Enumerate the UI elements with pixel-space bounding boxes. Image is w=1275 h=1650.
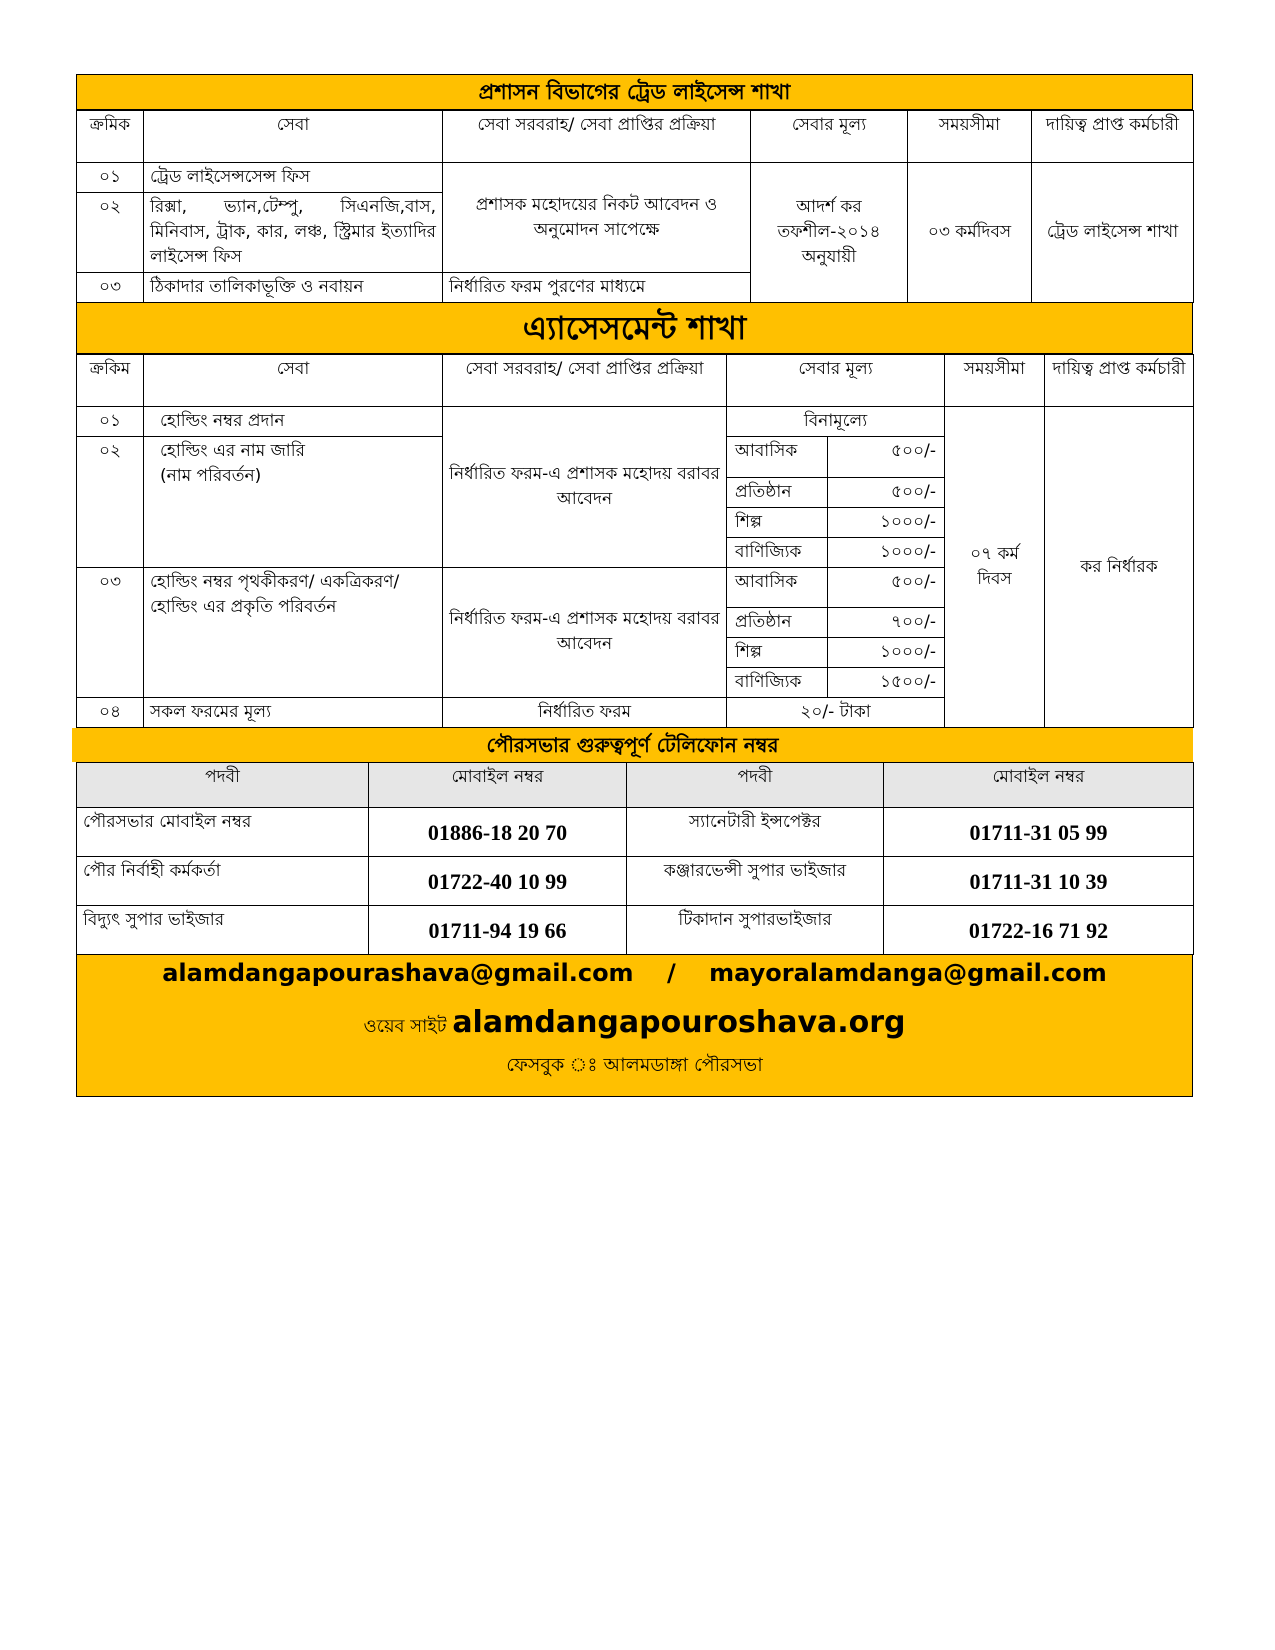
fee-cell: [727, 437, 945, 568]
fee-amount: ৫০০/-: [827, 568, 944, 608]
col-officer: দায়িত্ব প্রাপ্ত কর্মচারী: [1032, 111, 1194, 163]
price: বিনামূল্যে: [727, 407, 945, 437]
email-link[interactable]: alamdangapourashava@gmail.com: [162, 959, 634, 987]
col-price: সেবার মূল্য: [727, 355, 945, 407]
separator: /: [666, 959, 676, 987]
phone-number: 01722-16 71 92: [884, 906, 1194, 955]
serial: ০৪: [77, 698, 144, 728]
fee-amount: ৫০০/-: [827, 477, 944, 507]
col-time: সময়সীমা: [908, 111, 1032, 163]
phone-number: 01722-40 10 99: [369, 857, 627, 906]
process: নির্ধারিত ফরম: [443, 698, 727, 728]
fee-row: [727, 437, 944, 477]
fee-type: আবাসিক: [727, 568, 827, 608]
service: হোল্ডিং নম্বর পৃথকীকরণ/ একত্রিকরণ/ হোল্ডিং এর প্রকৃতি পরিবর্তন: [144, 567, 443, 698]
process: নির্ধারিত ফরম পুরণের মাধ্যমে: [443, 273, 751, 303]
trade-section-title: প্রশাসন বিভাগের ট্রেড লাইসেন্স শাখা: [76, 74, 1193, 110]
fee-row: [727, 537, 944, 567]
service: সকল ফরমের মূল্য: [144, 698, 443, 728]
col-process: সেবা সরবরাহ/ সেবা প্রাপ্তির প্রক্রিয়া: [443, 111, 751, 163]
designation: পৌরসভার মোবাইল নম্বর: [77, 808, 369, 857]
fee-type: শিল্প: [727, 638, 827, 668]
fee-type: বাণিজ্যিক: [727, 537, 827, 567]
table-row: [77, 906, 1194, 955]
fee-row: [727, 608, 944, 638]
assessment-table: [76, 354, 1194, 728]
phone-table: [76, 762, 1194, 955]
col-price: সেবার মূল্য: [751, 111, 908, 163]
phone-number: 01711-94 19 66: [369, 906, 627, 955]
email-line: [77, 955, 1192, 987]
service-name: হোল্ডিং এর নাম জারি: [160, 441, 305, 461]
phone-header-row: [77, 763, 1194, 808]
service: হোল্ডিং নম্বর প্রদান: [144, 407, 443, 437]
fee-type: প্রতিষ্ঠান: [727, 608, 827, 638]
fee-type: বাণিজ্যিক: [727, 668, 827, 698]
responsible-officer: কর নির্ধারক: [1045, 407, 1194, 728]
fee-cell: [727, 567, 945, 698]
fee-table: [727, 437, 944, 567]
fee-type: প্রতিষ্ঠান: [727, 477, 827, 507]
designation: বিদ্যুৎ সুপার ভাইজার: [77, 906, 369, 955]
process: নির্ধারিত ফরম-এ প্রশাসক মহোদয় বরাবর আবেদন: [443, 567, 727, 698]
fee-amount: ১০০০/-: [827, 638, 944, 668]
fee-type: আবাসিক: [727, 437, 827, 477]
price: ২০/- টাকা: [727, 698, 945, 728]
fee-row: [727, 668, 944, 698]
email-link[interactable]: mayoralamdanga@gmail.com: [709, 959, 1107, 987]
col-post: পদবী: [77, 763, 369, 808]
col-service: সেবা: [144, 355, 443, 407]
phone-number: 01711-31 05 99: [884, 808, 1194, 857]
responsible-officer: ট্রেড লাইসেন্স শাখা: [1032, 163, 1194, 303]
table-row: [77, 808, 1194, 857]
col-officer: দায়িত্ব প্রাপ্ত কর্মচারী: [1045, 355, 1194, 407]
col-mobile: মোবাইল নম্বর: [369, 763, 627, 808]
trade-table: [76, 110, 1194, 303]
serial: ০৩: [77, 273, 144, 303]
website-line: [77, 1005, 1192, 1043]
service: [144, 437, 443, 568]
price: আদর্শ কর তফশীল-২০১৪ অনুযায়ী: [751, 163, 908, 303]
fee-type: শিল্প: [727, 507, 827, 537]
service: ঠিকাদার তালিকাভূক্তি ও নবায়ন: [144, 273, 443, 303]
time-limit: ০৩ কর্মদিবস: [908, 163, 1032, 303]
table-row: [77, 407, 1194, 437]
process: প্রশাসক মহোদয়ের নিকট আবেদন ও অনুমোদন সাপেক্ষে: [443, 163, 751, 273]
serial: ০২: [77, 437, 144, 568]
table-row: [77, 163, 1194, 193]
col-post: পদবী: [627, 763, 884, 808]
document: [76, 74, 1193, 1097]
fee-row: [727, 638, 944, 668]
serial: ০২: [77, 193, 144, 273]
serial: ০১: [77, 163, 144, 193]
designation: কঞ্জারভেন্সী সুপার ভাইজার: [627, 857, 884, 906]
fee-amount: ৭০০/-: [827, 608, 944, 638]
service: রিক্সা, ভ্যান,টেম্পু, সিএনজি,বাস, মিনিবাস, ট্রাক, কার, লঞ্চ, স্ট্রিমার ইত্যাদির লাইসেন্স ফিস: [144, 193, 443, 273]
fee-row: [727, 507, 944, 537]
facebook-line: ফেসবুক ঃ আলমডাঙ্গা পৌরসভা: [506, 1054, 763, 1076]
fee-row: [727, 477, 944, 507]
col-serial: ক্রকিম: [77, 355, 144, 407]
table-row: [77, 857, 1194, 906]
process: নির্ধারিত ফরম-এ প্রশাসক মহোদয় বরাবর আবেদন: [443, 407, 727, 568]
fee-amount: ৫০০/-: [827, 437, 944, 477]
fee-amount: ১০০০/-: [879, 541, 936, 562]
col-mobile: মোবাইল নম্বর: [884, 763, 1194, 808]
phone-section-title: পৌরসভার গুরুত্বপূর্ণ টেলিফোন নম্বর: [72, 728, 1193, 762]
service: ট্রেড লাইসেন্সসেন্স ফিস: [144, 163, 443, 193]
fee-table: [727, 568, 944, 698]
col-time: সময়সীমা: [945, 355, 1045, 407]
website-label: ওয়েব সাইট: [363, 1016, 447, 1037]
website-link[interactable]: alamdangapouroshava.org: [452, 1005, 906, 1040]
serial: ০৩: [77, 567, 144, 698]
fee-row: [727, 568, 944, 608]
phone-number: 01886-18 20 70: [369, 808, 627, 857]
assessment-header-row: [77, 355, 1194, 407]
col-serial: ক্রমিক: [77, 111, 144, 163]
trade-header-row: [77, 111, 1194, 163]
fee-amount: ১০০০/-: [827, 507, 944, 537]
contact-footer: [76, 955, 1193, 1097]
col-service: সেবা: [144, 111, 443, 163]
designation: টিকাদান সুপারভাইজার: [627, 906, 884, 955]
phone-number: 01711-31 10 39: [884, 857, 1194, 906]
col-process: সেবা সরবরাহ/ সেবা প্রাপ্তির প্রক্রিয়া: [443, 355, 727, 407]
time-limit: ০৭ কর্ম দিবস: [945, 407, 1045, 728]
service-note: (নাম পরিবর্তন): [160, 466, 262, 486]
designation: স্যানেটারী ইন্সপেক্টর: [627, 808, 884, 857]
serial: ০১: [77, 407, 144, 437]
fee-amount: ১৫০০/-: [879, 672, 936, 692]
assessment-section-title: এ্যাসেসমেন্ট শাখা: [76, 303, 1193, 354]
designation: পৌর নির্বাহী কর্মকর্তা: [77, 857, 369, 906]
